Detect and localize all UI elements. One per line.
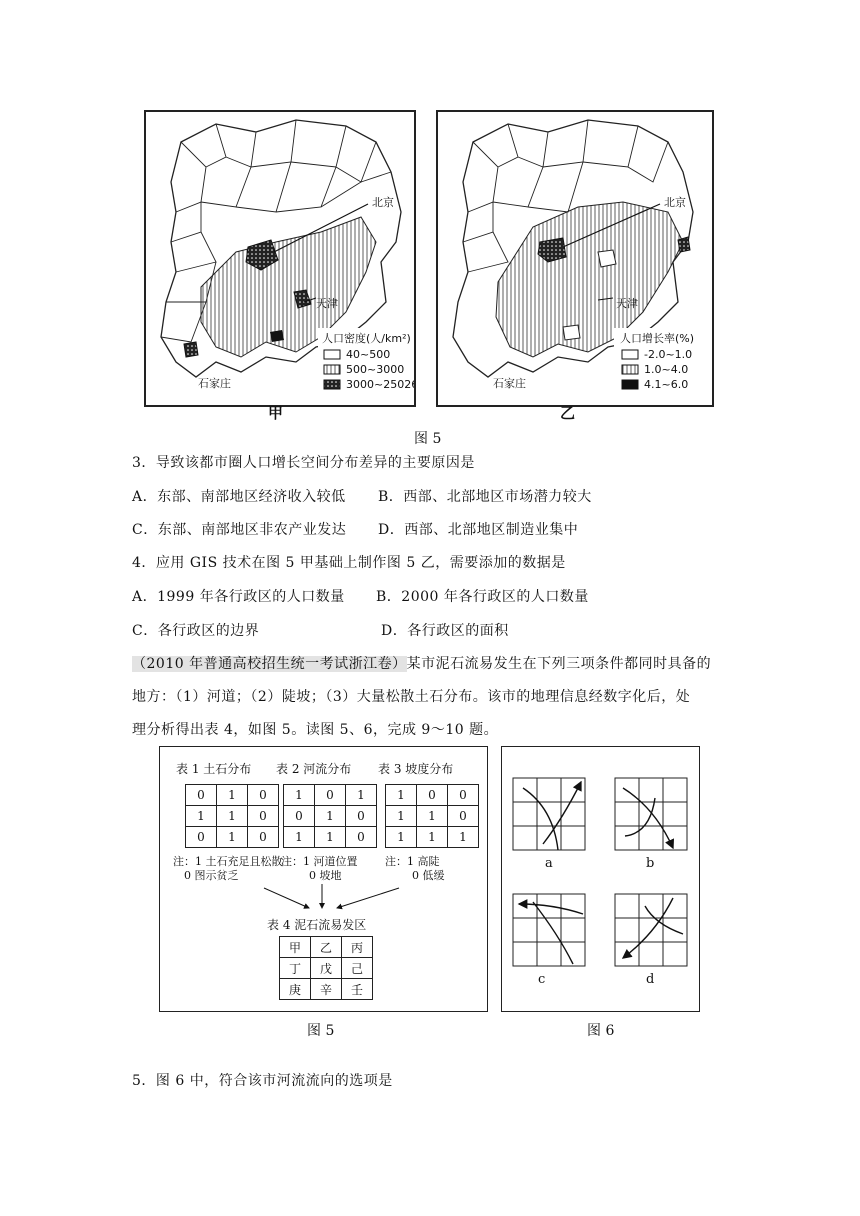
intro-line-1-rest: 某市泥石流易发生在下列三项条件都同时具备的 <box>406 656 712 672</box>
label-shijiazhuang: 石家庄 <box>198 377 231 390</box>
map-yi-frame <box>436 110 714 407</box>
merge-arrows <box>159 860 486 920</box>
q5-stem: 5．图 6 中，符合该市河流流向的选项是 <box>132 1073 393 1089</box>
fig6-label-b: b <box>646 856 655 871</box>
t3-grid: 1 0 0 1 1 0 1 1 1 <box>385 784 479 848</box>
patch-small <box>270 330 284 342</box>
figure5-tables-caption: 图 5 <box>307 1023 335 1039</box>
q4-option-d: D．各行政区的面积 <box>381 623 509 639</box>
t1-grid: 0 1 0 1 1 0 0 1 0 <box>185 784 279 848</box>
legend-item-3: 4.1~6.0 <box>644 378 689 391</box>
intro-line-3: 理分析得出表 4，如图 5。读图 5、6，完成 9～10 题。 <box>132 722 499 738</box>
map-jia <box>146 112 414 405</box>
label-tianjin: 天津 <box>616 297 638 310</box>
legend-item-1: -2.0~1.0 <box>644 348 693 361</box>
q4-stem: 4．应用 GIS 技术在图 5 甲基础上制作图 5 乙，需要添加的数据是 <box>132 555 566 571</box>
grid-d <box>615 894 687 966</box>
fig6-label-d: d <box>646 972 655 987</box>
q4-option-b: B．2000 年各行政区的人口数量 <box>376 589 589 605</box>
legend-item-2: 1.0~4.0 <box>644 363 689 376</box>
t3-title: 表 3 坡度分布 <box>378 762 454 776</box>
t1-title: 表 1 土石分布 <box>176 762 252 776</box>
legend-title: 人口密度(人/km²) <box>322 332 411 345</box>
q3-option-a: A．东部、南部地区经济收入较低 <box>132 489 346 505</box>
t2-note-2: 0 坡地 <box>309 869 342 882</box>
q4-option-c: C．各行政区的边界 <box>132 623 260 639</box>
grid-c <box>513 894 585 966</box>
hole-2 <box>563 325 580 340</box>
t2-grid: 1 0 1 0 1 0 1 1 0 <box>283 784 377 848</box>
figure6-grids <box>501 746 698 1010</box>
t4-title: 表 4 泥石流易发区 <box>267 918 367 932</box>
intro-line-2: 地方：（1）河道；（2）陡坡；（3）大量松散土石分布。该市的地理信息经数字化后，处 <box>132 689 691 705</box>
label-beijing: 北京 <box>372 196 394 209</box>
q3-option-c: C．东部、南部地区非农产业发达 <box>132 522 347 538</box>
t1-note-1: 注：1 土石充足且松散 <box>173 855 283 868</box>
t2-title: 表 2 河流分布 <box>276 762 352 776</box>
q3-option-d: D．西部、北部地区制造业集中 <box>378 522 579 538</box>
t2-note-1: 注：1 河道位置 <box>281 855 358 868</box>
fig6-label-a: a <box>545 856 553 871</box>
label-shijiazhuang: 石家庄 <box>493 377 526 390</box>
label-tianjin: 天津 <box>316 297 338 310</box>
legend-item-3: 3000~25026 <box>346 378 414 391</box>
fig6-label-c: c <box>538 972 546 987</box>
legend-item-1: 40~500 <box>346 348 391 361</box>
map-yi-label: 乙 <box>560 404 576 422</box>
figure6-caption: 图 6 <box>587 1023 615 1039</box>
intro-source: （2010 年普通高校招生统一考试浙江卷） <box>132 656 407 672</box>
map-yi <box>438 112 712 405</box>
hole-1 <box>598 250 616 267</box>
q3-option-b: B．西部、北部地区市场潜力较大 <box>378 489 592 505</box>
t3-note-2: 0 低缓 <box>412 869 445 882</box>
map-jia-frame <box>144 110 416 407</box>
grid-a <box>513 778 585 850</box>
t1-note-2: 0 图示贫乏 <box>184 869 239 882</box>
label-beijing: 北京 <box>664 196 686 209</box>
t3-note-1: 注：1 高陡 <box>385 855 440 868</box>
legend-title: 人口增长率(%) <box>620 332 695 345</box>
grid-b <box>615 778 687 850</box>
q4-option-a: A．1999 年各行政区的人口数量 <box>132 589 345 605</box>
map-jia-label: 甲 <box>268 404 284 422</box>
intro-line-1 <box>132 653 711 673</box>
patch-east <box>678 237 690 252</box>
q3-stem: 3．导致该都市圈人口增长空间分布差异的主要原因是 <box>132 455 475 471</box>
patch-sjz <box>184 342 198 357</box>
legend-item-2: 500~3000 <box>346 363 405 376</box>
t4-grid: 甲 乙 丙 丁 戊 己 庚 辛 壬 <box>279 936 373 1000</box>
figure5-caption: 图 5 <box>414 431 442 447</box>
